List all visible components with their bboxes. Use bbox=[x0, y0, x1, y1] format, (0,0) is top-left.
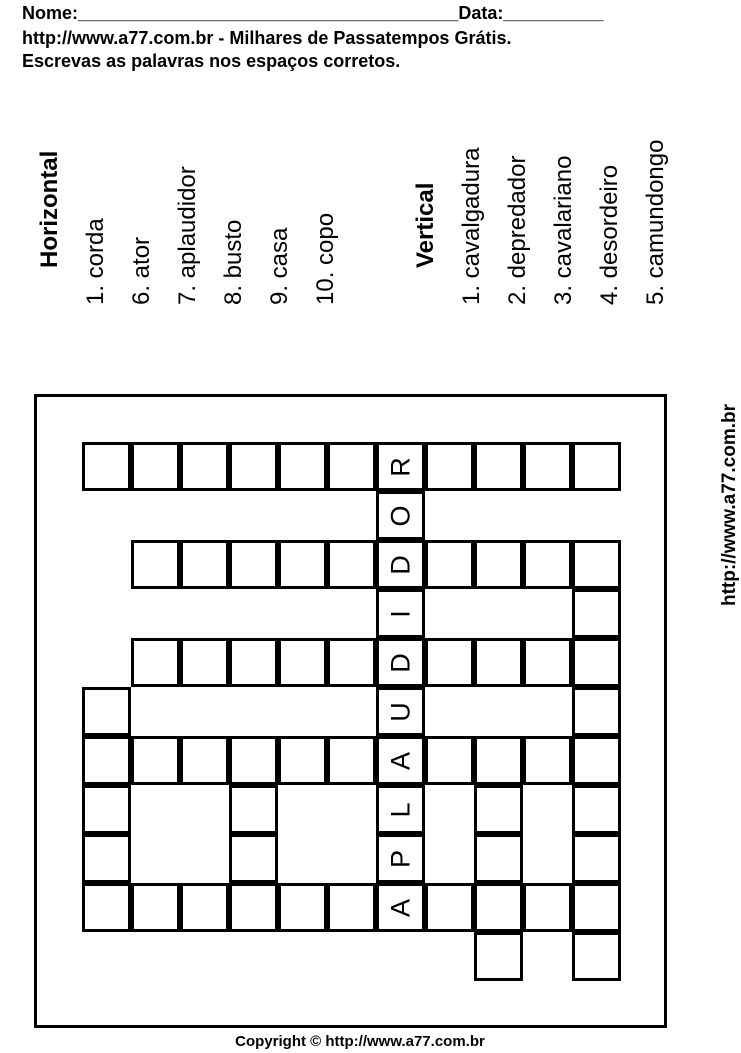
grid-cell[interactable] bbox=[327, 638, 376, 687]
grid-cell[interactable] bbox=[572, 638, 621, 687]
grid-cell[interactable] bbox=[82, 834, 131, 883]
grid-cell[interactable] bbox=[229, 785, 278, 834]
grid-cell[interactable] bbox=[474, 638, 523, 687]
instructions: Escrevas as palavras nos espaços corretos. bbox=[22, 51, 401, 71]
grid-cell-filled[interactable] bbox=[376, 834, 425, 883]
grid-cell[interactable] bbox=[425, 442, 474, 491]
grid-cell[interactable] bbox=[474, 883, 523, 932]
grid-cell[interactable] bbox=[572, 883, 621, 932]
site-line: http://www.a77.com.br - Milhares de Passatempos Grátis. bbox=[22, 28, 512, 48]
cell-letter: R bbox=[385, 456, 415, 477]
grid-cell[interactable] bbox=[474, 785, 523, 834]
clue-item: 9. casa bbox=[266, 227, 293, 305]
grid-cell[interactable] bbox=[572, 442, 621, 491]
cell-letter: A bbox=[385, 898, 415, 917]
grid-cell[interactable] bbox=[229, 834, 278, 883]
grid-cell[interactable] bbox=[82, 785, 131, 834]
vertical-title: Vertical bbox=[412, 182, 439, 268]
grid-cell[interactable] bbox=[180, 638, 229, 687]
grid-cell[interactable] bbox=[572, 785, 621, 834]
grid-cell-filled[interactable] bbox=[376, 736, 425, 785]
grid-cell[interactable] bbox=[425, 883, 474, 932]
grid-cell-filled[interactable] bbox=[376, 785, 425, 834]
copyright: Copyright © http://www.a77.com.br bbox=[235, 1033, 485, 1050]
grid-cell[interactable] bbox=[82, 883, 131, 932]
cell-letter: D bbox=[385, 652, 415, 673]
grid-cell-filled[interactable] bbox=[376, 883, 425, 932]
grid-cell[interactable] bbox=[229, 883, 278, 932]
grid-cell[interactable] bbox=[425, 540, 474, 589]
grid-cell[interactable] bbox=[474, 540, 523, 589]
grid-cell-filled[interactable] bbox=[376, 491, 425, 540]
grid-cell[interactable] bbox=[327, 736, 376, 785]
clue-item: 10. copo bbox=[312, 212, 339, 305]
grid-cell[interactable] bbox=[474, 736, 523, 785]
crossword-frame bbox=[34, 394, 667, 1028]
grid-cell[interactable] bbox=[180, 540, 229, 589]
grid-cell[interactable] bbox=[131, 540, 180, 589]
grid-cell[interactable] bbox=[572, 540, 621, 589]
grid-cell[interactable] bbox=[229, 442, 278, 491]
grid-cell[interactable] bbox=[523, 540, 572, 589]
grid-cell[interactable] bbox=[278, 638, 327, 687]
grid-cell-filled[interactable] bbox=[376, 589, 425, 638]
grid-cell[interactable] bbox=[425, 736, 474, 785]
grid-cell[interactable] bbox=[523, 736, 572, 785]
cell-letter: O bbox=[385, 504, 415, 527]
grid-cell[interactable] bbox=[82, 736, 131, 785]
grid-cell[interactable] bbox=[327, 883, 376, 932]
grid-cell[interactable] bbox=[82, 442, 131, 491]
grid-cell[interactable] bbox=[523, 442, 572, 491]
grid-cell[interactable] bbox=[131, 638, 180, 687]
clue-item: 4. desordeiro bbox=[596, 164, 623, 305]
clue-item: 1. cavalgadura bbox=[458, 147, 485, 305]
cell-letter: U bbox=[385, 701, 415, 722]
grid-cell[interactable] bbox=[572, 736, 621, 785]
horizontal-title: Horizontal bbox=[36, 150, 63, 268]
clue-item: 3. cavalariano bbox=[550, 155, 577, 305]
cell-letter: P bbox=[385, 849, 415, 868]
grid-cell[interactable] bbox=[180, 883, 229, 932]
grid-cell[interactable] bbox=[278, 883, 327, 932]
grid-cell[interactable] bbox=[278, 442, 327, 491]
grid-cell[interactable] bbox=[474, 932, 523, 981]
cell-letter: L bbox=[385, 801, 415, 818]
grid-cell[interactable] bbox=[278, 540, 327, 589]
grid-cell[interactable] bbox=[229, 540, 278, 589]
clue-item: 2. depredador bbox=[504, 155, 531, 305]
clue-item: 8. busto bbox=[220, 219, 247, 305]
grid-cell-filled[interactable] bbox=[376, 687, 425, 736]
grid-cell[interactable] bbox=[180, 736, 229, 785]
grid-cell[interactable] bbox=[131, 442, 180, 491]
grid-cell[interactable] bbox=[327, 442, 376, 491]
cell-letter: A bbox=[385, 751, 415, 770]
grid-cell[interactable] bbox=[523, 638, 572, 687]
grid-cell[interactable] bbox=[131, 736, 180, 785]
name-date-line: Nome:______________________________________Data:__________ bbox=[22, 3, 604, 23]
grid-cell[interactable] bbox=[523, 883, 572, 932]
grid-cell[interactable] bbox=[474, 834, 523, 883]
clue-item: 6. ator bbox=[128, 236, 155, 305]
grid-cell[interactable] bbox=[327, 540, 376, 589]
side-url: http://www.a77.com.br bbox=[719, 404, 740, 606]
grid-cell[interactable] bbox=[229, 736, 278, 785]
grid-cell[interactable] bbox=[180, 442, 229, 491]
grid-cell[interactable] bbox=[82, 687, 131, 736]
grid-cell[interactable] bbox=[572, 932, 621, 981]
grid-cell[interactable] bbox=[572, 834, 621, 883]
grid-cell[interactable] bbox=[229, 638, 278, 687]
clue-item: 7. aplaudidor bbox=[174, 166, 201, 305]
grid-cell[interactable] bbox=[278, 736, 327, 785]
grid-cell[interactable] bbox=[425, 638, 474, 687]
cell-letter: I bbox=[385, 609, 415, 618]
grid-cell-filled[interactable] bbox=[376, 442, 425, 491]
grid-cell[interactable] bbox=[572, 589, 621, 638]
clue-item: 1. corda bbox=[82, 218, 109, 305]
grid-cell[interactable] bbox=[572, 687, 621, 736]
cell-letter: D bbox=[385, 554, 415, 575]
clue-item: 5. camundongo bbox=[642, 139, 669, 305]
grid-cell-filled[interactable] bbox=[376, 638, 425, 687]
grid-cell[interactable] bbox=[474, 442, 523, 491]
grid-cell[interactable] bbox=[131, 883, 180, 932]
grid-cell-filled[interactable] bbox=[376, 540, 425, 589]
